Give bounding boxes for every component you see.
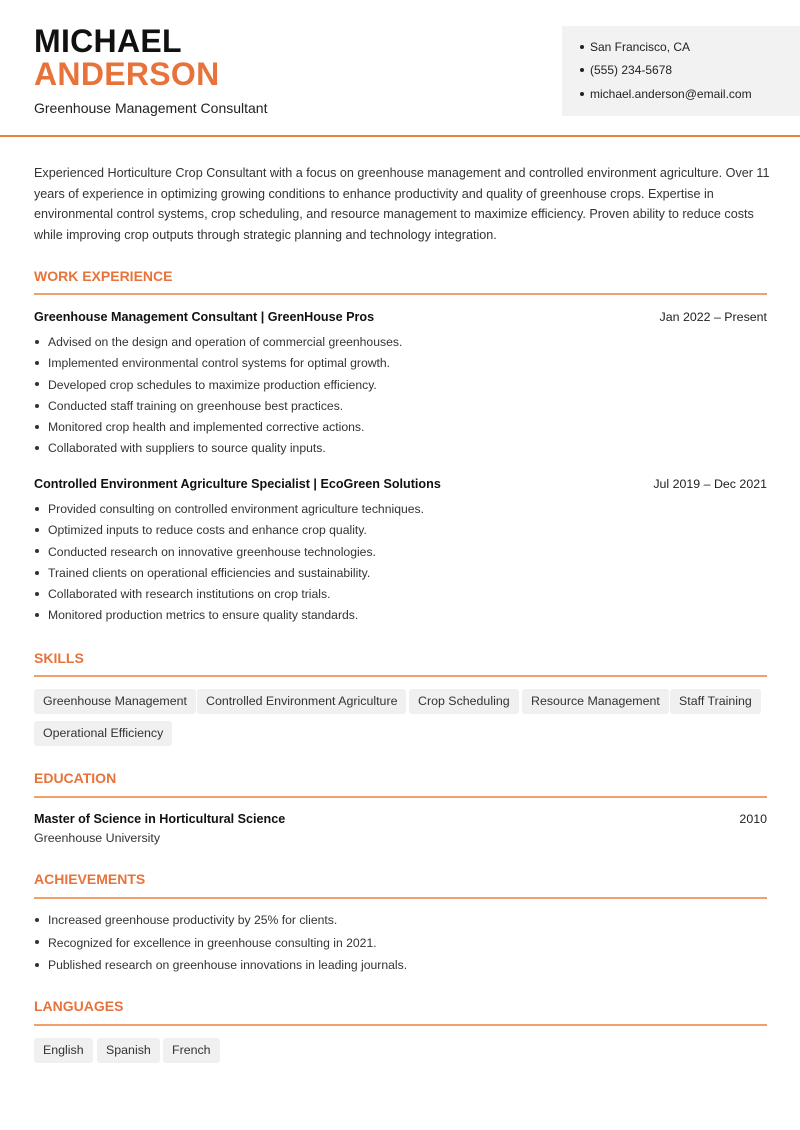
bullet-text: Trained clients on operational efficiencies and sustainability. — [48, 565, 371, 580]
bullet-icon — [35, 592, 39, 596]
list-item — [34, 932, 767, 955]
bullet-icon — [35, 404, 39, 408]
bullet-text: Conducted research on innovative greenhouse technologies. — [48, 544, 376, 559]
list-item — [34, 542, 767, 563]
resume-header — [0, 0, 800, 137]
bullet-icon — [35, 382, 39, 386]
education-year: 2010 — [739, 812, 767, 826]
bullet-text: Provided consulting on controlled environment agriculture techniques. — [48, 502, 425, 516]
bullet-icon — [35, 446, 39, 450]
section-title-skills: SKILLS — [34, 650, 84, 666]
bullet-text: Conducted staff training on greenhouse best practices. — [48, 398, 344, 413]
list-item — [34, 417, 767, 438]
bullet-icon — [35, 613, 39, 617]
job-title: Greenhouse Management Consultant — [34, 100, 268, 116]
job-bullets — [34, 499, 767, 627]
list-item — [34, 396, 767, 417]
section-title-education: EDUCATION — [34, 770, 117, 786]
list-item — [34, 332, 767, 353]
bullet-icon — [35, 340, 39, 344]
bullet-text: Developed crop schedules to maximize production efficiency. — [48, 377, 377, 392]
achievement-bullets — [34, 909, 767, 977]
language-chip: French — [163, 1038, 220, 1063]
skill-chip: Greenhouse Management — [34, 689, 196, 714]
bullet-text: Optimized inputs to reduce costs and enhance crop quality. — [48, 523, 367, 538]
section-title-languages: LANGUAGES — [34, 998, 124, 1014]
contact-location — [580, 40, 690, 54]
list-item — [34, 438, 767, 459]
summary: Experienced Horticulture Crop Consultant with a focus on greenhouse management and controlled environment agriculture. Over 11 years of experience in optimizing growing conditions to enhance productivity and quality of greenhouse crops. Expertise in environmental control systems, crop scheduling, and resource management to maximize efficiency. Proven ability to reduce costs while improving crop outputs through strategic planning and technology integration. — [34, 166, 770, 243]
list-item — [34, 909, 767, 932]
list-item — [34, 584, 767, 605]
bullet-icon — [35, 963, 39, 967]
contact-phone — [580, 63, 672, 77]
first-name: MICHAEL — [34, 23, 182, 59]
bullet-text: Increased greenhouse productivity by 25% for clients. — [48, 913, 338, 927]
list-item — [34, 353, 767, 374]
job-dates: Jan 2022 – Present — [659, 310, 767, 324]
bullet-text: Monitored production metrics to ensure quality standards. — [48, 608, 359, 623]
list-item — [34, 954, 767, 977]
section-divider — [34, 796, 767, 798]
job-bullets — [34, 332, 767, 460]
list-item — [34, 605, 767, 626]
job-dates: Jul 2019 – Dec 2021 — [653, 477, 767, 491]
section-title-work: WORK EXPERIENCE — [34, 268, 173, 284]
bullet-text: Monitored crop health and implemented corrective actions. — [48, 420, 365, 435]
language-chip: English — [34, 1038, 93, 1063]
bullet-icon — [35, 549, 39, 553]
list-item — [34, 520, 767, 541]
bullet-text: Collaborated with suppliers to source quality inputs. — [48, 441, 326, 456]
bullet-text: Implemented environmental control systems for optimal growth. — [48, 356, 391, 371]
bullet-icon — [580, 92, 584, 96]
skill-chip: Staff Training — [670, 689, 761, 714]
bullet-icon — [580, 68, 584, 72]
section-divider — [34, 293, 767, 295]
skill-chip: Resource Management — [522, 689, 669, 714]
skill-chip: Controlled Environment Agriculture — [197, 689, 406, 714]
skill-chip: Operational Efficiency — [34, 721, 172, 746]
last-name: ANDERSON — [34, 56, 220, 92]
list-item — [34, 499, 767, 520]
language-chip: Spanish — [97, 1038, 160, 1063]
bullet-text: Published research on greenhouse innovations in leading journals. — [48, 958, 408, 973]
job-role: Greenhouse Management Consultant | GreenHouse Pros — [34, 310, 375, 324]
contact-email — [580, 87, 752, 101]
email-text: michael.anderson@email.com — [590, 87, 752, 101]
section-title-achievements: ACHIEVEMENTS — [34, 871, 146, 887]
contact-box — [562, 26, 800, 116]
list-item — [34, 563, 767, 584]
section-divider — [34, 675, 767, 677]
bullet-icon — [35, 361, 39, 365]
bullet-icon — [35, 940, 39, 944]
job-role: Controlled Environment Agriculture Specialist | EcoGreen Solutions — [34, 477, 441, 491]
bullet-icon — [35, 918, 39, 922]
location-text: San Francisco, CA — [590, 40, 691, 54]
job-header — [34, 477, 767, 491]
bullet-text: Collaborated with research institutions on crop trials. — [48, 587, 331, 602]
bullet-icon — [35, 425, 39, 429]
skill-chip: Crop Scheduling — [409, 689, 519, 714]
bullet-icon — [35, 507, 39, 511]
bullet-icon — [35, 571, 39, 575]
bullet-text: Recognized for excellence in greenhouse consulting in 2021. — [48, 935, 377, 950]
bullet-text: Advised on the design and operation of commercial greenhouses. — [48, 335, 403, 349]
section-divider — [34, 897, 767, 899]
education-school: Greenhouse University — [34, 831, 161, 845]
job-header — [34, 310, 767, 324]
bullet-icon — [35, 528, 39, 532]
bullet-icon — [580, 45, 584, 49]
list-item — [34, 375, 767, 396]
education-degree: Master of Science in Horticultural Science — [34, 812, 286, 826]
phone-text: (555) 234-5678 — [590, 63, 673, 77]
section-divider — [34, 1024, 767, 1026]
